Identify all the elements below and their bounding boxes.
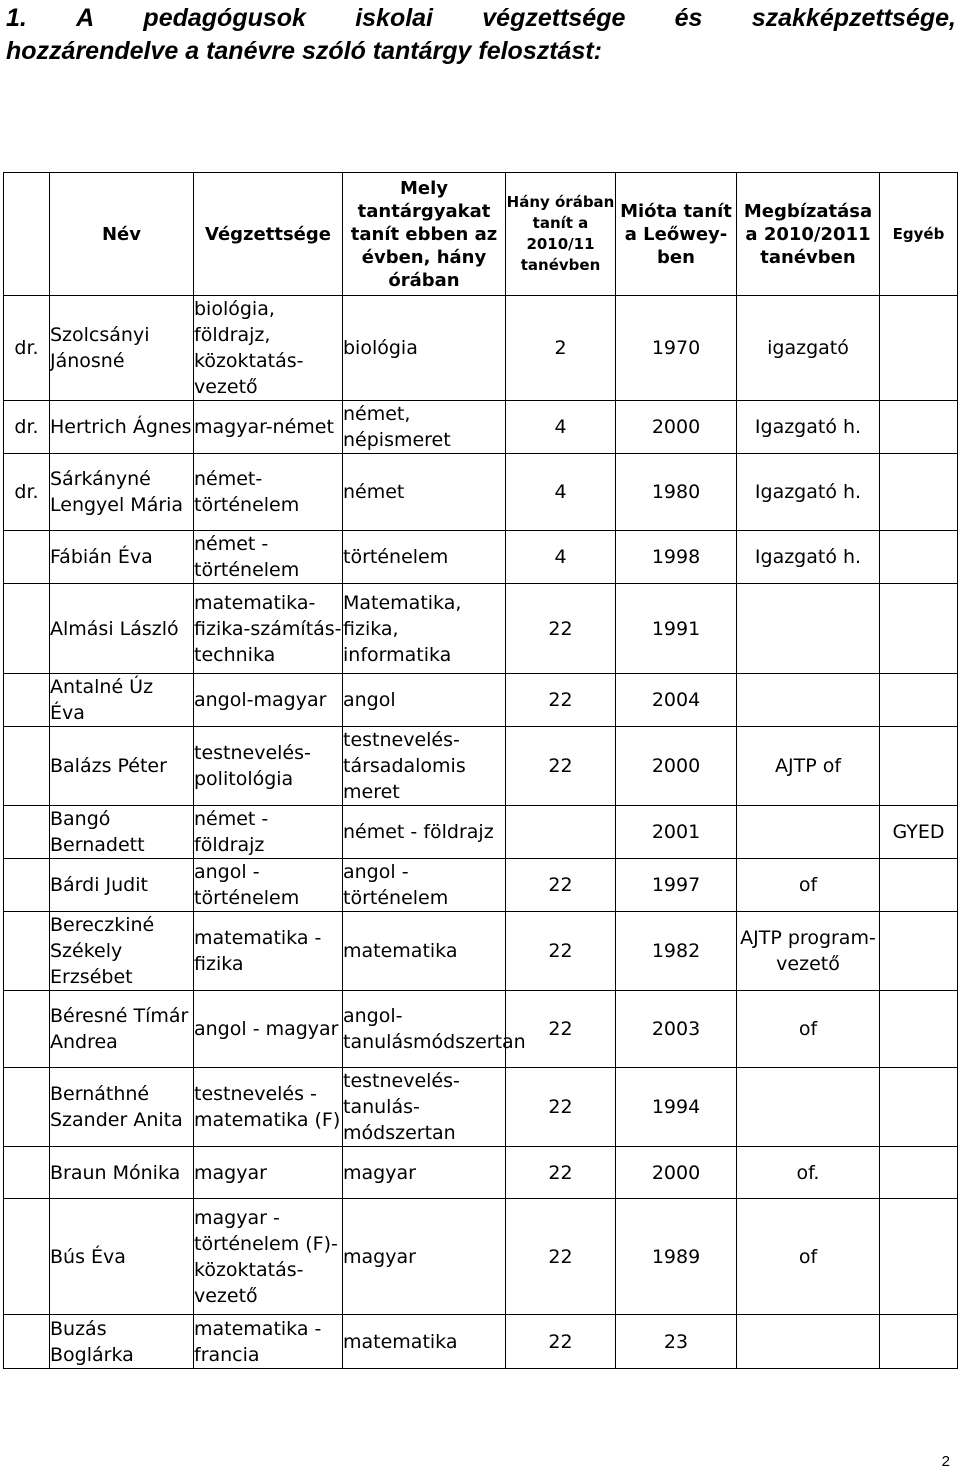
title-cell [4,584,50,674]
degree-cell [194,727,343,806]
hours-cell-text: 22 [548,1096,573,1118]
other-cell [880,859,958,912]
subjects-cell [343,296,506,401]
since-cell-text: 2003 [651,1018,701,1040]
hours-cell-text: 22 [548,755,573,777]
since-cell-text: 1982 [651,940,701,962]
subjects-cell [343,859,506,912]
role-cell [737,584,880,674]
teacher-table [3,172,958,1369]
degree-cell [194,1199,343,1315]
table-row [4,674,958,727]
heading-word: pedagógusok [143,4,306,32]
hours-cell [506,912,616,991]
name-cell-text: Bús Éva [50,1245,126,1268]
subjects-cell [343,806,506,859]
name-cell-text: Hertrich Ágnes [50,416,192,438]
title-cell [4,912,50,991]
table-row [4,1199,958,1315]
table-row [4,296,958,401]
subjects-cell-text: matematika [343,940,458,962]
role-cell [737,1315,880,1369]
subjects-cell-text: testnevelés-társadalomis meret [343,729,466,803]
other-cell-text: GYED [892,821,945,843]
degree-cell [194,991,343,1068]
name-cell [50,859,194,912]
role-cell [737,531,880,584]
hours-cell [506,454,616,531]
since-cell [616,674,737,727]
other-cell [880,1315,958,1369]
role-cell [737,674,880,727]
name-cell [50,1147,194,1199]
role-cell-text: of [798,1018,818,1040]
degree-cell-text: magyar-német [194,416,334,438]
subjects-cell-text: testnevelés-tanulás-módszertan [343,1070,460,1144]
name-cell [50,1068,194,1147]
title-cell [4,1315,50,1369]
title-cell [4,296,50,401]
since-cell [616,584,737,674]
since-cell-text: 1991 [651,617,701,640]
name-cell-text: Béresné Tímár Andrea [50,1005,189,1053]
name-cell [50,727,194,806]
role-cell [737,806,880,859]
title-cell [4,1199,50,1315]
degree-cell [194,1147,343,1199]
other-cell [880,296,958,401]
other-cell [880,727,958,806]
subjects-cell-text: angol-tanulásmódszertan [343,1005,526,1053]
header-subjects: Mely tantárgyakat tanít ebben az évben, hány órában [343,173,506,296]
since-cell [616,859,737,912]
subjects-cell [343,912,506,991]
other-cell [880,531,958,584]
role-cell [737,859,880,912]
heading-word: iskolai [355,4,434,32]
table-row [4,1315,958,1369]
subjects-cell-text: történelem [343,546,449,568]
heading-word: végzettsége [482,4,626,32]
since-cell-text: 1989 [651,1245,701,1268]
degree-cell [194,859,343,912]
table-row [4,584,958,674]
hours-cell-text: 22 [548,1330,573,1353]
role-cell-text: of [798,874,818,896]
degree-cell [194,531,343,584]
subjects-cell [343,674,506,727]
heading-word: A [76,4,95,32]
since-cell-text: 1998 [651,546,701,568]
subjects-cell [343,584,506,674]
role-cell-text: Igazgató h. [754,416,862,438]
since-cell [616,1315,737,1369]
since-cell [616,1068,737,1147]
hours-cell-text: 4 [554,416,567,438]
name-cell [50,401,194,454]
other-cell [880,674,958,727]
degree-cell [194,454,343,531]
heading-word: és [674,4,703,32]
degree-cell-text: matematika - francia [194,1317,322,1366]
subjects-cell [343,531,506,584]
hours-cell-text: 22 [548,1245,573,1268]
subjects-cell-text: angol [343,689,396,711]
table-row [4,1147,958,1199]
hours-cell-text: 2 [554,337,567,359]
subjects-cell-text: német - földrajz [343,821,494,843]
title-cell [4,454,50,531]
name-cell-text: Balázs Péter [50,755,167,777]
degree-cell-text: biológia, földrajz, közoktatás-vezető [194,298,304,398]
degree-cell-text: angol-magyar [194,689,327,711]
table-row [4,1068,958,1147]
subjects-cell [343,401,506,454]
name-cell-text: Buzás Boglárka [50,1317,134,1366]
title-cell [4,1068,50,1147]
name-cell-text: Braun Mónika [50,1161,181,1184]
subjects-cell [343,991,526,1068]
role-cell [737,454,880,531]
hours-cell [506,531,616,584]
table-row [4,454,958,531]
hours-cell [506,674,616,727]
name-cell-text: Fábián Éva [50,546,153,568]
degree-cell [194,674,343,727]
since-cell [616,806,737,859]
table-row [4,912,958,991]
role-cell-text: AJTP program-vezető [740,927,876,975]
hours-cell-text: 22 [548,1161,573,1184]
header-title-col [4,173,50,296]
hours-cell-text: 22 [548,940,573,962]
subjects-cell [343,1147,506,1199]
role-cell [737,1199,880,1315]
subjects-cell-text: magyar [343,1245,416,1268]
heading-line-2: hozzárendelve a tanévre szóló tantárgy felosztást: [6,37,603,65]
name-cell [50,584,194,674]
role-cell [737,401,880,454]
role-cell-text: of. [796,1161,820,1184]
other-cell [880,991,958,1068]
other-cell [880,584,958,674]
since-cell [616,531,737,584]
hours-cell [506,727,616,806]
name-cell [50,454,194,531]
degree-cell [194,1068,343,1147]
degree-cell-text: testnevelés-politológia [194,742,311,790]
degree-cell-text: magyar - történelem (F)-közoktatás-vezető [194,1206,338,1307]
table-row [4,991,958,1068]
name-cell-text: Bangó Bernadett [50,808,145,856]
role-cell-text: of [798,1245,818,1268]
title-cell [4,806,50,859]
header-since: Mióta tanít a Leőwey-ben [616,173,737,296]
page-number: 2 [941,1453,950,1470]
hours-cell [506,806,616,859]
since-cell [616,727,737,806]
since-cell-text: 23 [663,1330,689,1353]
subjects-cell [343,1315,506,1369]
degree-cell [194,401,343,454]
hours-cell-text: 4 [554,546,567,568]
role-cell-text: igazgató [767,337,849,359]
table-row [4,727,958,806]
heading-word: 1. [6,4,27,32]
name-cell-text: Bereczkiné Székely Erzsébet [50,914,155,988]
title-cell [4,1147,50,1199]
role-cell [737,727,880,806]
header-other: Egyéb [880,173,958,296]
subjects-cell-text: német, népismeret [343,403,451,451]
since-cell-text: 1980 [651,481,701,503]
role-cell-text: Igazgató h. [754,546,862,568]
subjects-cell-text: Matematika, fizika, informatika [343,591,462,666]
name-cell [50,912,194,991]
name-cell [50,531,194,584]
since-cell [616,912,737,991]
subjects-cell [343,1199,506,1315]
hours-cell-text: 4 [554,481,567,503]
hours-cell-text: 22 [548,617,573,640]
other-cell [880,1068,958,1147]
hours-cell [506,1147,616,1199]
hours-cell-text: 22 [548,874,573,896]
degree-cell [194,1315,343,1369]
name-cell-text: Szolcsányi Jánosné [50,324,150,372]
degree-cell-text: angol - történelem [194,861,300,909]
title-cell-text: dr. [14,481,39,503]
hours-cell [506,296,616,401]
since-cell-text: 1970 [651,337,701,359]
name-cell-text: Antalné Úz Éva [50,676,154,724]
header-hours: Hány órában tanít a 2010/11 tanévben [506,173,616,296]
subjects-cell-text: német [343,481,405,503]
header-row [4,173,958,296]
role-cell [737,296,880,401]
degree-cell-text: matematika-fizika-számítás-technika [194,591,342,666]
other-cell [880,454,958,531]
hours-cell-text: 22 [548,689,573,711]
subjects-cell [343,727,506,806]
name-cell-text: Almási László [50,617,179,640]
since-cell-text: 2000 [651,755,701,777]
hours-cell [506,1199,616,1315]
since-cell-text: 2001 [651,821,701,843]
title-cell [4,674,50,727]
role-cell [737,1068,880,1147]
name-cell [50,1199,194,1315]
hours-cell [506,401,616,454]
hours-cell [506,1068,616,1147]
name-cell [50,674,194,727]
degree-cell-text: német - történelem [194,533,300,581]
title-cell [4,991,50,1068]
degree-cell-text: angol - magyar [194,1018,339,1040]
table-row [4,806,958,859]
subjects-cell-text: matematika [343,1330,458,1353]
header-role: Megbízatása a 2010/2011 tanévben [737,173,880,296]
section-heading [6,2,956,68]
hours-cell-text: 22 [548,1018,573,1040]
degree-cell-text: német - földrajz [194,808,269,856]
role-cell-text: Igazgató h. [754,481,862,503]
title-cell [4,401,50,454]
other-cell [880,401,958,454]
other-cell [880,1199,958,1315]
subjects-cell-text: angol - történelem [343,861,449,909]
degree-cell-text: testnevelés - matematika (F) [194,1083,341,1131]
name-cell-text: Sárkányné Lengyel Mária [50,468,184,516]
since-cell-text: 2000 [651,1161,701,1184]
hours-cell [506,991,616,1068]
since-cell [616,401,737,454]
name-cell [50,991,194,1068]
other-cell [880,912,958,991]
since-cell [616,1199,737,1315]
name-cell-text: Bernáthné Szander Anita [50,1083,183,1131]
title-cell [4,859,50,912]
hours-cell [506,859,616,912]
degree-cell [194,806,343,859]
since-cell [616,1147,737,1199]
table-row [4,401,958,454]
header-name: Név [50,173,194,296]
role-cell-text: AJTP of [774,755,842,777]
name-cell-text: Bárdi Judit [50,874,148,896]
subjects-cell-text: magyar [343,1161,416,1184]
hours-cell [506,1315,616,1369]
title-cell [4,727,50,806]
subjects-cell-text: biológia [343,337,418,359]
since-cell [616,296,737,401]
other-cell [880,806,958,859]
since-cell-text: 2004 [651,689,701,711]
since-cell-text: 2000 [651,416,701,438]
subjects-cell [343,1068,506,1147]
table-row [4,859,958,912]
name-cell [50,1315,194,1369]
degree-cell [194,584,343,674]
since-cell-text: 1994 [651,1096,701,1118]
other-cell [880,1147,958,1199]
role-cell [737,912,880,991]
name-cell [50,296,194,401]
table-row [4,531,958,584]
role-cell [737,1147,880,1199]
role-cell [737,991,880,1068]
degree-cell-text: magyar [194,1161,267,1184]
name-cell [50,806,194,859]
degree-cell-text: német-történelem [194,468,300,516]
degree-cell-text: matematika - fizika [194,927,322,975]
since-cell-text: 1997 [651,874,701,896]
since-cell [616,454,737,531]
subjects-cell [343,454,506,531]
title-cell [4,531,50,584]
title-cell-text: dr. [14,416,39,438]
degree-cell [194,912,343,991]
header-degree: Végzettsége [194,173,343,296]
degree-cell [194,296,343,401]
hours-cell [506,584,616,674]
heading-word: szakképzettsége, [751,4,956,32]
since-cell [616,991,737,1068]
title-cell-text: dr. [14,337,39,359]
